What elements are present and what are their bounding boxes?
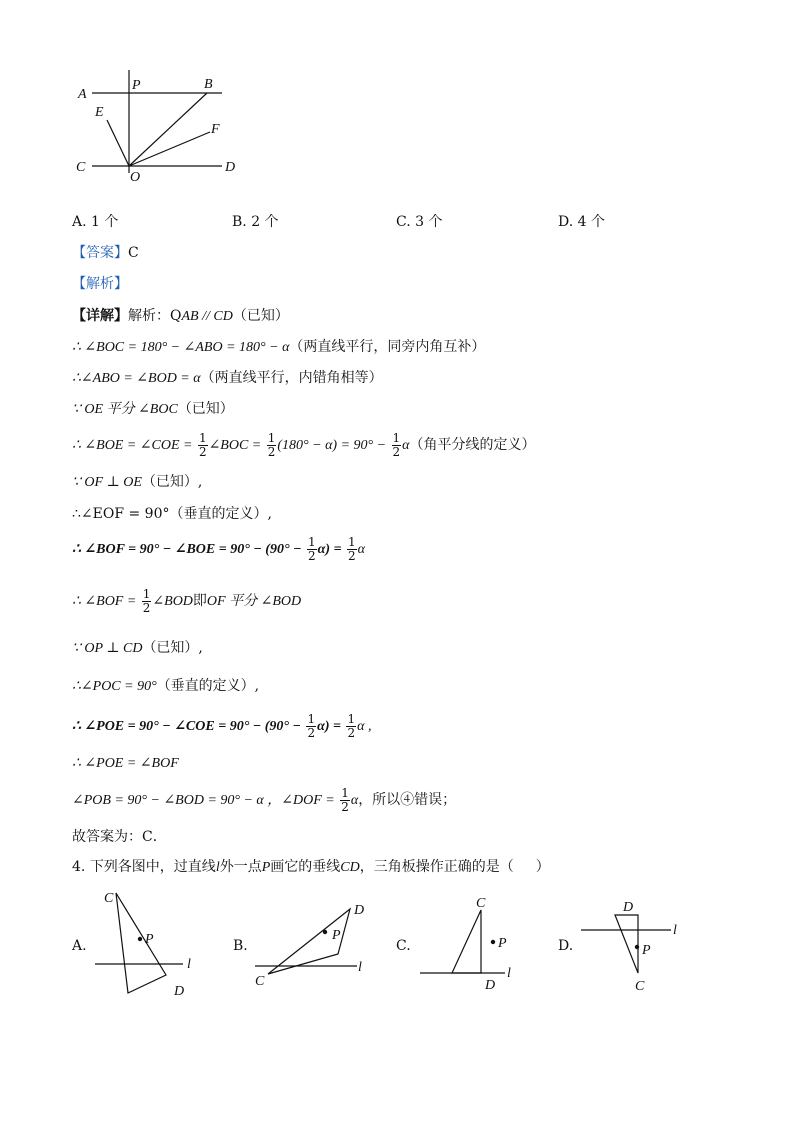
label-l: l <box>187 957 191 972</box>
label-p: P <box>332 928 341 943</box>
fraction: $\frac{1}{2}$ <box>267 430 276 459</box>
detail-line-8: ∴ ∠BOF = 90° − ∠BOE = 90° − (90° − $\frac{1}{2}$ α) = $\frac{1}{2}$ α <box>72 534 365 563</box>
label-c: C <box>255 974 265 989</box>
figure-b-option: B. <box>233 938 248 954</box>
detail-line-6: ∵ OF ⊥ OE（已知）, <box>72 474 203 490</box>
choice-d: D. 4 个 <box>558 214 605 230</box>
label-O: O <box>130 170 141 185</box>
detail-line-9: ∴ ∠BOF = $\frac{1}{2}$ ∠BOD即OF 平分 ∠BOD <box>72 586 302 615</box>
label-d: D <box>485 978 496 993</box>
label-F: F <box>211 122 220 137</box>
analysis-label: 【解析】 <box>72 276 128 292</box>
detail-line-13: ∴ ∠POE = ∠BOF <box>72 756 179 771</box>
question-4: 4. 下列各图中，过直线l外一点P画它的垂线CD，三角板操作正确的是（ ） <box>72 859 550 875</box>
label-D: D <box>225 160 236 175</box>
figure-c <box>415 890 525 1000</box>
fraction: $\frac{1}{2}$ <box>348 534 356 563</box>
fraction: $\frac{1}{2}$ <box>307 711 316 740</box>
label-d: D <box>623 900 634 915</box>
label-B: B <box>204 77 213 92</box>
label-c: C <box>476 896 486 911</box>
label-d: D <box>174 984 185 999</box>
label-E: E <box>95 105 104 120</box>
choice-c: C. 3 个 <box>396 214 443 230</box>
fraction: $\frac{1}{2}$ <box>341 785 349 814</box>
label-p: P <box>498 936 507 951</box>
detail-line-7: ∴∠EOF = 90°（垂直的定义）, <box>72 506 272 522</box>
detail-line-4: ∵ OE 平分 ∠BOC（已知） <box>72 401 234 417</box>
label-A: A <box>78 87 87 102</box>
figure-a-option: A. <box>72 938 87 954</box>
label-l: l <box>673 923 677 938</box>
figure-a <box>90 885 210 1005</box>
detail-label: 【详解】 <box>72 308 128 324</box>
conclusion: 故答案为：C． <box>72 829 167 845</box>
detail-line-14: ∠POB = 90° − ∠BOD = 90° − α ，∠DOF = $\frac{1}{2}$ α，所以④错误； <box>72 785 457 814</box>
label-c: C <box>635 979 645 994</box>
figure-d <box>575 893 690 998</box>
detail-line-5: ∴ ∠BOE = ∠COE = $\frac{1}{2}$ ∠BOC = $\frac{1}{2}$ (180° − α) = 90° − $\frac{1}{2}$ α（角平分线的定义） <box>72 430 536 459</box>
figure-b <box>250 895 375 995</box>
label-P: P <box>132 78 141 93</box>
answer-line <box>72 244 139 262</box>
answer-label: 【答案】 <box>72 245 128 261</box>
fraction: $\frac{1}{2}$ <box>392 430 401 459</box>
label-l: l <box>507 966 511 981</box>
figure-c-option: C. <box>396 938 411 954</box>
figure-d-option: D. <box>558 938 574 954</box>
label-l: l <box>358 960 362 975</box>
label-C: C <box>76 160 86 175</box>
answer-value: C <box>128 245 139 261</box>
label-p: P <box>145 932 154 947</box>
fraction: $\frac{1}{2}$ <box>142 586 151 615</box>
detail-line-12: ∴ ∠POE = 90° − ∠COE = 90° − (90° − $\frac{1}{2}$ α) = $\frac{1}{2}$ α , <box>72 711 372 740</box>
detail-line-1: 【详解】解析：QAB // CD（已知） <box>72 308 289 324</box>
detail-line-2: ∴ ∠BOC = 180° − ∠ABO = 180° − α（两直线平行，同旁内角互补） <box>72 339 486 355</box>
fraction: $\frac{1}{2}$ <box>198 430 207 459</box>
fraction: $\frac{1}{2}$ <box>308 534 316 563</box>
figure-parallel-lines <box>70 65 250 185</box>
choice-a: A. 1 个 <box>72 214 119 230</box>
detail-line-3: ∴∠ABO = ∠BOD = α（两直线平行，内错角相等） <box>72 370 383 386</box>
label-d: D <box>354 903 365 918</box>
detail-line-10: ∵ OP ⊥ CD（已知）, <box>72 640 203 656</box>
fraction: $\frac{1}{2}$ <box>347 711 356 740</box>
choice-b: B. 2 个 <box>232 214 279 230</box>
label-p: P <box>642 943 651 958</box>
label-c: C <box>104 891 114 906</box>
detail-line-11: ∴∠POC = 90°（垂直的定义）, <box>72 678 260 694</box>
